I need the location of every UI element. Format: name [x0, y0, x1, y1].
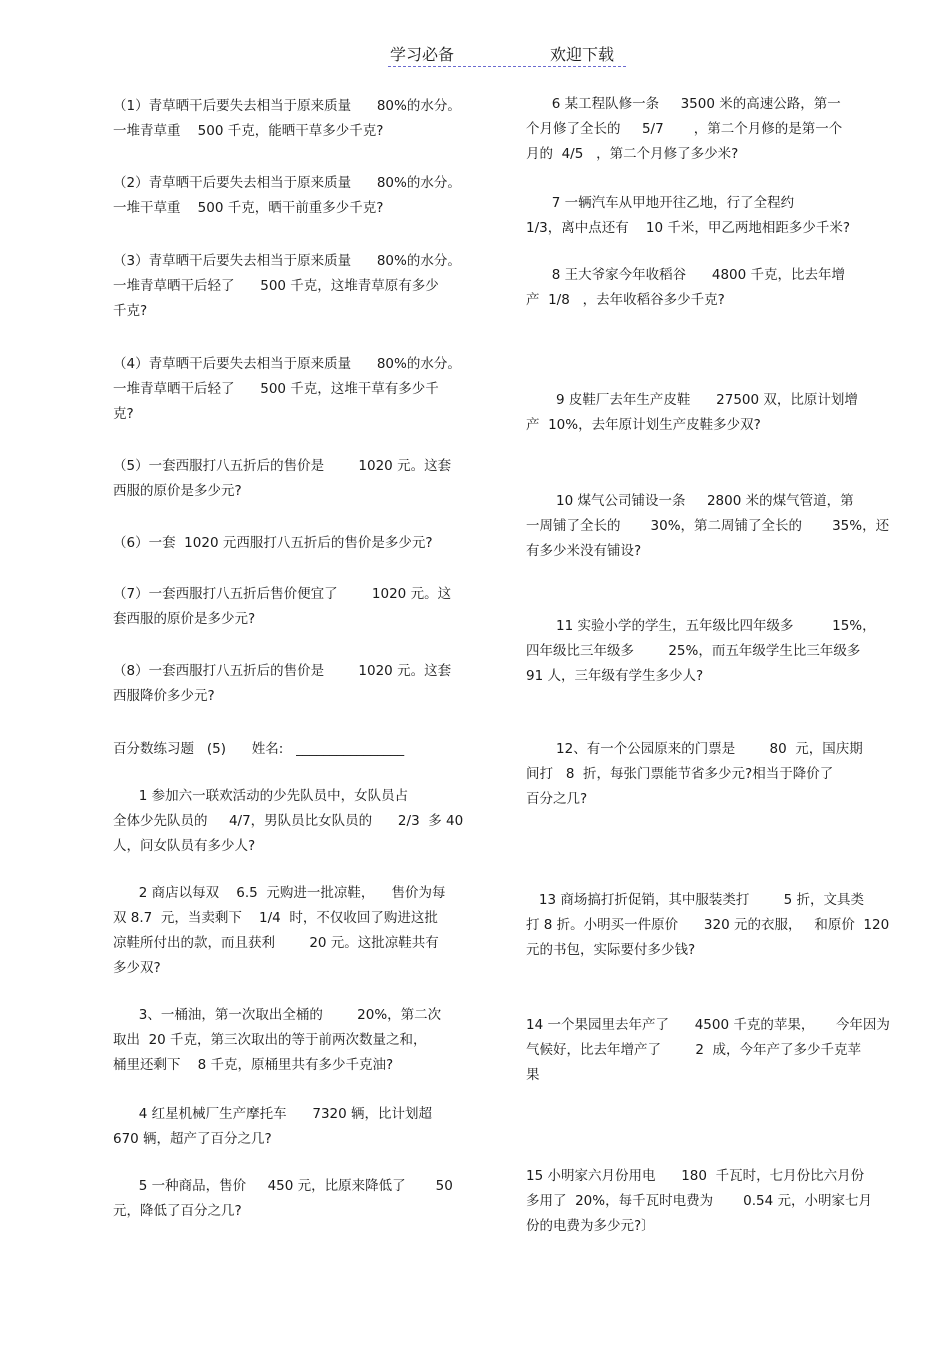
text-line: 取出 20 千克，第三次取出的等于前两次数量之和，: [113, 1032, 427, 1048]
exercise-13: [526, 888, 889, 963]
text-line: 元，降低了百分之几?: [113, 1203, 242, 1219]
exercise-7: [526, 191, 850, 241]
text-line: 产 1/8 ，去年收稻谷多少千克?: [526, 292, 725, 308]
exercise-12: [526, 737, 863, 812]
text-line: 元的书包，实际要付多少钱?: [526, 942, 696, 958]
exercise-4: [113, 1102, 432, 1152]
exercise-14: [526, 1013, 890, 1088]
text-line: 打 8 折。小明买一件原价 320 元的衣服， 和原价 120: [526, 917, 890, 933]
text-line: 多用了 20%，每千瓦时电费为 0.54 元，小明家七月: [526, 1193, 872, 1209]
text-line: 双 8.7 元，当卖剩下 1/4 时，不仅收回了购进这批: [113, 910, 438, 926]
header-left: 学习必备: [390, 45, 455, 64]
exercise-10: [526, 489, 889, 564]
text-line: 凉鞋所付出的款，而且获利 20 元。这批凉鞋共有: [113, 935, 439, 951]
text-line: 全体少先队员的 4/7，男队员比女队员的 2/3 多 40: [113, 813, 464, 829]
exercise-3: [113, 1003, 441, 1078]
text-line: 3、一桶油，第一次取出全桶的 20%，第二次: [113, 1007, 442, 1023]
text-line: 一周铺了全长的 30%，第二周铺了全长的 35%，还: [526, 518, 890, 534]
exercise-5: [113, 1174, 453, 1224]
text-line: 四年级比三年级多 25%，而五年级学生比三年级多: [526, 643, 861, 659]
problem-3: [113, 249, 461, 324]
text-line: 一堆青草晒干后轻了 500 千克，这堆青草原有多少: [113, 278, 439, 294]
exercise-2: [113, 881, 446, 981]
text-line: （5）一套西服打八五折后的售价是 1020 元。这套: [113, 458, 452, 474]
problem-6: [113, 531, 432, 556]
text-line: 2 商店以每双 6.5 元购进一批凉鞋， 售价为每: [113, 885, 446, 901]
text-line: 多少双?: [113, 960, 161, 976]
text-line: 一堆青草晒干后轻了 500 千克，这堆干草有多少千: [113, 381, 439, 397]
text-line: 西服的原价是多少元?: [113, 483, 242, 499]
text-line: 6 某工程队修一条 3500 米的高速公路，第一: [526, 96, 841, 112]
text-line: 9 皮鞋厂去年生产皮鞋 27500 双，比原计划增: [526, 392, 858, 408]
text-line: 1 参加六一联欢活动的少先队员中，女队员占: [113, 788, 409, 804]
text-line: 月的 4/5 ，第二个月修了多少米?: [526, 146, 739, 162]
text-line: 有多少米没有铺设?: [526, 543, 642, 559]
header-right: 欢迎下载: [550, 45, 615, 64]
text-line: 5 一种商品，售价 450 元，比原来降低了 50: [113, 1178, 453, 1194]
text-line: （2）青草晒干后要失去相当于原来质量 80%的水分。: [113, 175, 461, 191]
text-line: 套西服的原价是多少元?: [113, 611, 256, 627]
text-line: 一堆青草重 500 千克，能晒干草多少千克?: [113, 123, 384, 139]
text-line: 百分之几?: [526, 791, 588, 807]
problem-4: [113, 352, 461, 427]
text-line: 一堆干草重 500 千克，晒干前重多少千克?: [113, 200, 384, 216]
text-line: 人，问女队员有多少人?: [113, 838, 256, 854]
text-line: 千克?: [113, 303, 148, 319]
problem-1: [113, 94, 461, 144]
text-line: 4 红星机械厂生产摩托车 7320 辆，比计划超: [113, 1106, 433, 1122]
text-line: 8 王大爷家今年收稻谷 4800 千克，比去年增: [526, 267, 846, 283]
text-line: （3）青草晒干后要失去相当于原来质量 80%的水分。: [113, 253, 461, 269]
text-line: 1/3，离中点还有 10 千米，甲乙两地相距多少千米?: [526, 220, 851, 236]
exercise-15: [526, 1164, 872, 1239]
text-line: （7）一套西服打八五折后售价便宜了 1020 元。这: [113, 586, 452, 602]
exercise-1: [113, 784, 463, 859]
text-line: 气候好，比去年增产了 2 成，今年产了多少千克苹: [526, 1042, 862, 1058]
text-line: 百分数练习题 (5) 姓名: ________________: [113, 741, 405, 757]
text-line: 13 商场搞打折促销，其中服装类打 5 折，文具类: [526, 892, 865, 908]
exercise-title: [113, 737, 404, 762]
problem-5: [113, 454, 451, 504]
text-line: 产 10%，去年原计划生产皮鞋多少双?: [526, 417, 761, 433]
text-line: 10 煤气公司铺设一条 2800 米的煤气管道，第: [526, 493, 854, 509]
exercise-8: [526, 263, 845, 313]
text-line: 桶里还剩下 8 千克，原桶里共有多少千克油?: [113, 1057, 394, 1073]
text-line: （1）青草晒干后要失去相当于原来质量 80%的水分。: [113, 98, 461, 114]
text-line: 91 人，三年级有学生多少人?: [526, 668, 704, 684]
text-line: （8）一套西服打八五折后的售价是 1020 元。这套: [113, 663, 452, 679]
text-line: 个月修了全长的 5/7 ，第二个月修的是第一个: [526, 121, 843, 137]
text-line: 14 一个果园里去年产了 4500 千克的苹果， 今年因为: [526, 1017, 890, 1033]
text-line: 7 一辆汽车从甲地开往乙地，行了全程约: [526, 195, 795, 211]
exercise-11: [526, 614, 876, 689]
text-line: 克?: [113, 406, 134, 422]
text-line: （4）青草晒干后要失去相当于原来质量 80%的水分。: [113, 356, 461, 372]
text-line: 西服降价多少元?: [113, 688, 215, 704]
problem-8: [113, 659, 451, 709]
page-header: [388, 42, 626, 67]
text-line: 份的电费为多少元?〕: [526, 1218, 655, 1234]
text-line: 果: [526, 1067, 540, 1083]
problem-2: [113, 171, 461, 221]
exercise-6: [526, 92, 842, 167]
text-line: 15 小明家六月份用电 180 千瓦时，七月份比六月份: [526, 1168, 865, 1184]
problem-7: [113, 582, 451, 632]
text-line: 11 实验小学的学生，五年级比四年级多 15%，: [526, 618, 876, 634]
text-line: 12、有一个公园原来的门票是 80 元，国庆期: [526, 741, 863, 757]
text-line: 间打 8 折，每张门票能节省多少元?相当于降价了: [526, 766, 834, 782]
text-line: 670 辆，超产了百分之几?: [113, 1131, 272, 1147]
text-line: （6）一套 1020 元西服打八五折后的售价是多少元?: [113, 535, 433, 551]
exercise-9: [526, 388, 858, 438]
